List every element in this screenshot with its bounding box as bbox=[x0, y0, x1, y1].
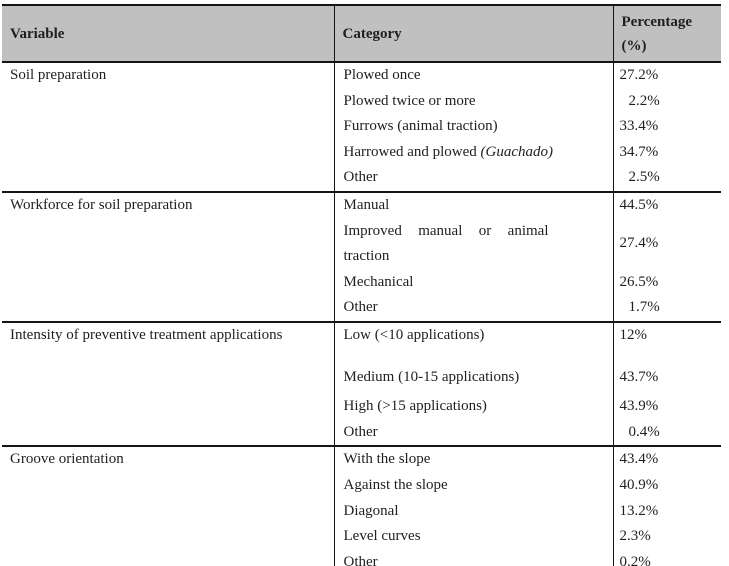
results-table bbox=[2, 4, 721, 566]
percentage-cell: 27.2% bbox=[613, 62, 721, 89]
percentage-cell: 2.2% bbox=[613, 89, 721, 115]
table-header-row bbox=[2, 5, 721, 62]
variable-cell bbox=[2, 322, 334, 446]
section-workforce bbox=[2, 192, 721, 322]
percentage-cell: 26.5% bbox=[613, 270, 721, 296]
percentage-cell: 43.9% bbox=[613, 394, 721, 420]
category-cell bbox=[334, 219, 613, 270]
variable-text: Intensity of preventive treatment applications bbox=[10, 326, 283, 343]
percentage-cell: 40.9% bbox=[613, 473, 721, 499]
category-cell: With the slope bbox=[334, 446, 613, 473]
category-cell: Against the slope bbox=[334, 473, 613, 499]
category-cell: Other bbox=[334, 550, 613, 566]
category-cell: High (>15 applications) bbox=[334, 394, 613, 420]
column-header-percentage: Percentage (%) bbox=[613, 5, 721, 62]
category-cell: Other bbox=[334, 165, 613, 192]
percentage-cell: 27.4% bbox=[613, 219, 721, 270]
variable-cell: Soil preparation bbox=[2, 62, 334, 192]
category-cell: Diagonal bbox=[334, 499, 613, 525]
category-cell: Low (<10 applications) bbox=[334, 322, 613, 365]
column-header-variable: Variable bbox=[2, 5, 334, 62]
variable-cell: Groove orientation bbox=[2, 446, 334, 566]
section-treatment-intensity bbox=[2, 322, 721, 446]
percentage-cell: 12% bbox=[613, 322, 721, 365]
category-cell: Other bbox=[334, 420, 613, 447]
percentage-cell: 33.4% bbox=[613, 114, 721, 140]
percentage-cell: 44.5% bbox=[613, 192, 721, 219]
category-italic-text: (Guachado) bbox=[480, 143, 554, 160]
percentage-cell: 43.4% bbox=[613, 446, 721, 473]
percentage-cell: 43.7% bbox=[613, 365, 721, 395]
category-cell: Plowed twice or more bbox=[334, 89, 613, 115]
percentage-cell: 2.5% bbox=[613, 165, 721, 192]
table-row bbox=[2, 446, 721, 473]
table-row bbox=[2, 62, 721, 89]
category-cell bbox=[334, 140, 613, 166]
table-row bbox=[2, 192, 721, 219]
category-cell: Level curves bbox=[334, 524, 613, 550]
category-cell: Medium (10-15 applications) bbox=[334, 365, 613, 395]
category-cell: Plowed once bbox=[334, 62, 613, 89]
section-soil-preparation bbox=[2, 62, 721, 192]
category-cell: Manual bbox=[334, 192, 613, 219]
percentage-cell: 1.7% bbox=[613, 295, 721, 322]
category-cell: Mechanical bbox=[334, 270, 613, 296]
variable-cell: Workforce for soil preparation bbox=[2, 192, 334, 322]
category-cell: Other bbox=[334, 295, 613, 322]
percentage-cell: 34.7% bbox=[613, 140, 721, 166]
column-header-category: Category bbox=[334, 5, 613, 62]
percentage-cell: 2.3% bbox=[613, 524, 721, 550]
table-row bbox=[2, 322, 721, 365]
percentage-cell: 0.4% bbox=[613, 420, 721, 447]
category-cell: Furrows (animal traction) bbox=[334, 114, 613, 140]
category-text: Harrowed and plowed bbox=[343, 143, 481, 160]
category-text: Improved manual or animal traction bbox=[343, 222, 549, 265]
section-groove-orientation bbox=[2, 446, 721, 566]
percentage-cell: 13.2% bbox=[613, 499, 721, 525]
percentage-cell: 0.2% bbox=[613, 550, 721, 566]
